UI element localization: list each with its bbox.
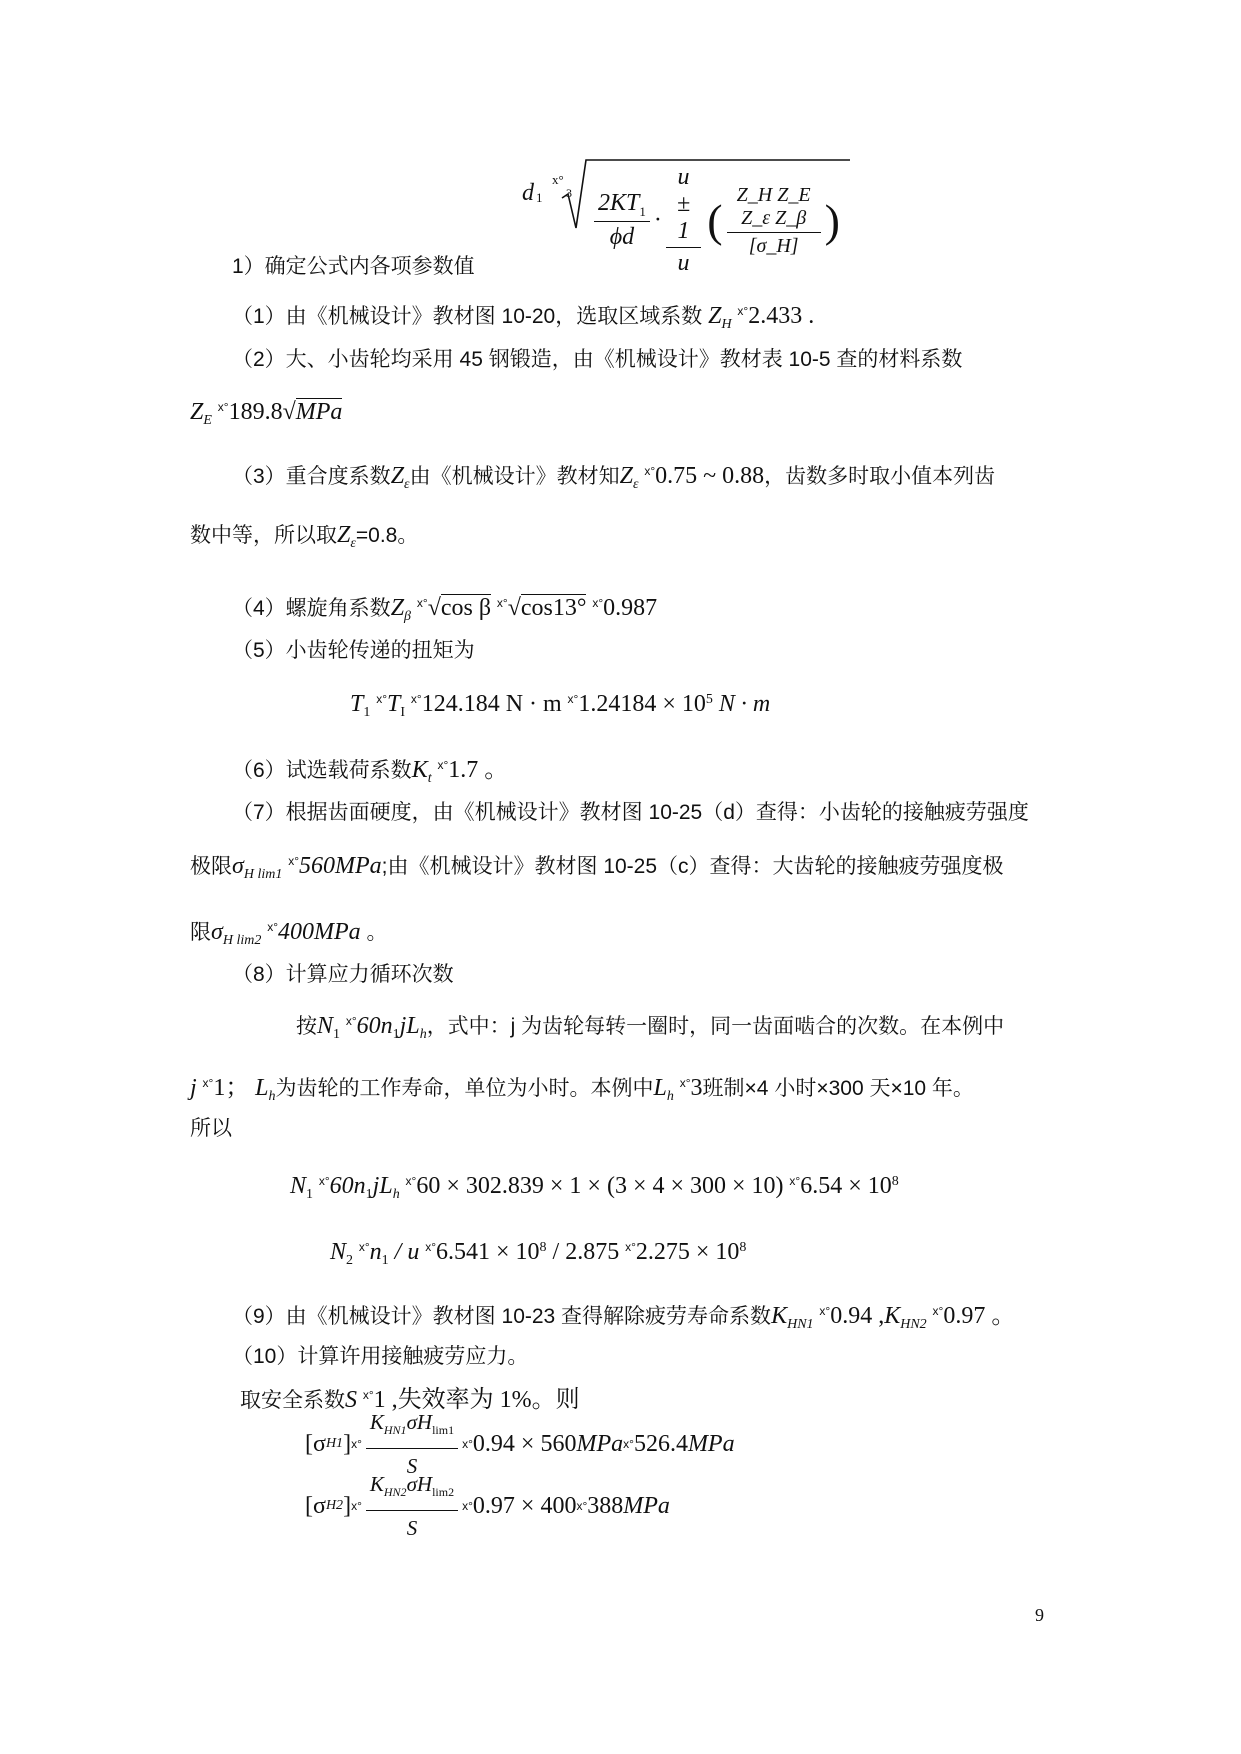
fraction-u: $\frac{u \pm 1}{u}$: [666, 164, 701, 277]
item-8-p3: 所以: [190, 1117, 232, 1140]
item-1: （1）由《机械设计》教材图 10-20，选取区域系数 $Z_H$ $^{x^\circ}$2.433 .: [232, 303, 815, 333]
item-2-value: $Z_E$ $^{x^\circ}$189.8√MPa: [190, 399, 343, 429]
step1-heading: 1）确定公式内各项参数值: [232, 255, 475, 278]
item-5-formula: $T_1$ $^{x^\circ}T_I$ $^{x^\circ}$124.184 N · m $^{x^\circ}1.24184 \times 10^5$ N · m: [350, 691, 771, 721]
item-3: （3）重合度系数$Z_\varepsilon$由《机械设计》教材知$Z_\varepsilon$ $^{x^\circ}$0.75 ~ 0.88，齿数多时取小值本列齿: [232, 463, 996, 493]
formula-lhs: d: [522, 180, 534, 206]
item-8-p1: 按$N_1$ $^{x^\circ}60n_1jL_h$，式中：j 为齿轮每转一圈时，同一齿面啮合的次数。在本例中: [296, 1013, 1005, 1043]
fraction-eq1: $\frac{K_{HN1}\sigma H_{lim1}}{S}$: [366, 1407, 458, 1480]
item-7-line2: 极限$\sigma_{H lim1}$ $^{x^\circ}$560MPa;由《机械设计》教材图 10-25（c）查得：大齿轮的接触疲劳强度极: [190, 853, 1004, 883]
item-4: （4）螺旋角系数$Z_\beta$ $^{x^\circ}$√cos β $^{x^\circ}$√cos13° $^{x^\circ}$0.987: [232, 595, 658, 625]
root-index: 3: [566, 186, 572, 200]
item-8-eq2: $N_2$ $^{x^\circ}n_1$ / u $^{x^\circ}6.541 \times 10^8 / 2.875$ $^{x^\circ}2.275 \times 10^8$: [330, 1239, 747, 1269]
fraction-eq2: $\frac{K_{HN2}\sigma H_{lim2}}{S}$: [366, 1469, 458, 1542]
item-6: （6）试选载荷系数$K_t$ $^{x^\circ}$1.7 。: [232, 757, 509, 787]
item-9: （9）由《机械设计》教材图 10-23 查得解除疲劳寿命系数$K_{HN1}$ $^{x^\circ}$0.94 $,K_{HN2}$ $^{x^\circ}$0.97 。: [232, 1303, 1016, 1333]
page-number: 9: [1035, 1605, 1044, 1625]
item-10-line2: 取安全系数S $^{x^\circ}$1 ,失效率为 1%。则: [240, 1387, 580, 1413]
item-10: （10）计算许用接触疲劳应力。: [232, 1345, 529, 1368]
item-5: （5）小齿轮传递的扭矩为: [232, 639, 475, 662]
item-7: （7）根据齿面硬度，由《机械设计》教材图 10-25（d）查得：小齿轮的接触疲劳强度: [232, 801, 1029, 824]
item-8-eq1: $N_1$ $^{x^\circ}60n_1jL_h$ $^{x^\circ}$60 × 302.839 × 1 × (3 × 4 × 300 × 10) $^{x^\circ}6.54 \times 10^8$: [290, 1173, 899, 1203]
item-8-p2: j $^{x^\circ}$1； $L_h$为齿轮的工作寿命，单位为小时。本例中$L_h$ $^{x^\circ}$3班制×4 小时×300 天×10 年。: [190, 1075, 974, 1105]
fraction-z: $\frac{\text{Z\_H Z\_E Z\_ε Z\_β}}{[\sigma\_H]}$: [727, 184, 821, 258]
item-10-eq2: [σ H2 ] x° $\frac{K_{HN2}\sigma H_{lim2}}{S}$ x° 0.97 × 400 x° 388 MPa: [305, 1478, 670, 1534]
item-3-line2: 数中等，所以取$Z_\varepsilon=0.8$。: [190, 522, 419, 552]
fraction-2kt: $\frac{2KT_1}{\phi d}$: [594, 190, 650, 252]
item-8: （8）计算应力循环次数: [232, 963, 454, 986]
main-formula: d 1 x° 3 $\frac{2KT_1}{\phi d}$ · $\frac{u \pm 1}{u}$ ( $\frac{\text{Z\_H Z\_E Z\_ε Z\_β}}{[\sigma\_H]}$ ): [510, 152, 840, 232]
item-10-eq1: [σ H1 ] x° $\frac{K_{HN1}\sigma H_{lim1}}{S}$ x° 0.94 × 560 MPa x° 526.4 MPa: [305, 1416, 735, 1472]
item-7-line3: 限$\sigma_{H lim2}$ $^{x^\circ}$400MPa 。: [190, 919, 388, 949]
item-2: （2）大、小齿轮均采用 45 钢锻造，由《机械设计》教材表 10-5 查的材料系数: [232, 348, 963, 371]
